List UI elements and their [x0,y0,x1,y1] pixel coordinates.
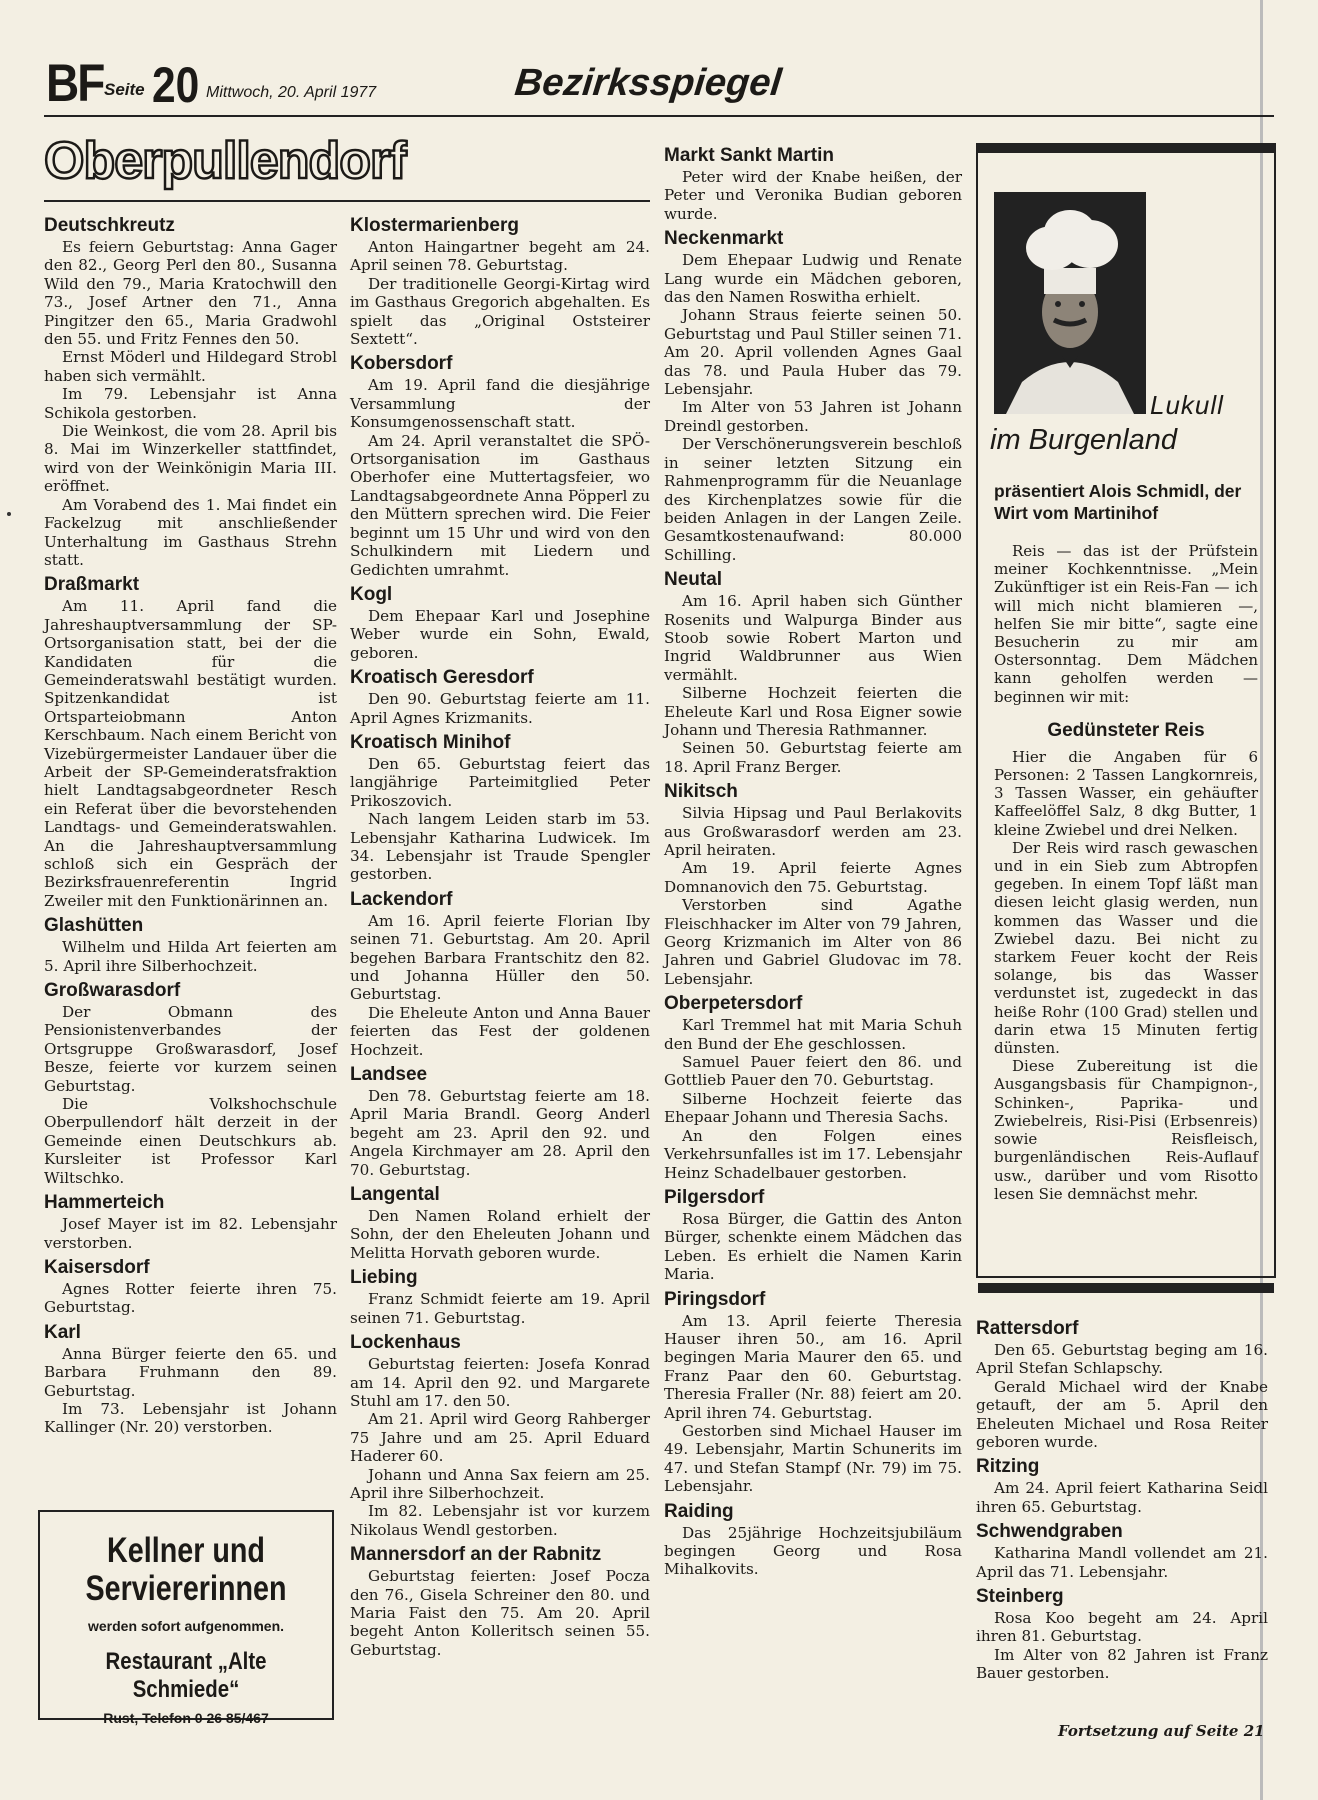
news-paragraph: Gestorben sind Michael Hauser im 49. Lebensjahr, Martin Schunerits im 47. und Stefan Stampf (Nr. 79) im 75. Lebensjahr. [664,1421,962,1496]
news-paragraph: Anton Haingartner begeht am 24. April seinen 78. Geburtstag. [350,238,650,275]
news-paragraph: Es feiern Geburtstag: Anna Gager den 82., Georg Perl den 80., Susanna Wild den 79., Maria Kratochwill den 73., Josef Artner den 71., Anna Pingitzer den 65., Maria Gradwohl den 55. und Fritz Fennes den 50. [44,238,337,349]
news-paragraph: Am 13. April feierte Theresia Hauser ihren 50., am 16. April begingen Maria Maurer den 65. und Franz Paar den 60. Geburtstag. Theresia Fraller (Nr. 88) feiert am 20. April ihren 74. Geburtstag. [664,1311,962,1422]
news-paragraph: Silberne Hochzeit feierten die Eheleute Karl und Rosa Eigner sowie Johann und Theresia Rathmanner. [664,684,962,739]
town-heading: Markt Sankt Martin [664,145,834,166]
news-paragraph: Nach langem Leiden starb im 53. Lebensjahr Katharina Ludwicek. Im 34. Lebensjahr ist Traude Spengler gestorben. [350,810,650,884]
ad-headline-2: Serviererinnen [85,1569,287,1608]
news-paragraph: Verstorben sind Agathe Fleischhacker im Alter von 79 Jahren, Georg Krizmanich im Alter von 86 Jahren und Gabriel Gludovac im 78. Lebensjahr. [664,896,962,988]
margin-dot [7,512,11,516]
news-paragraph: Josef Mayer ist im 82. Lebensjahr verstorben. [44,1215,337,1252]
page-number: 20 [152,57,200,113]
news-paragraph: Im 73. Lebensjahr ist Johann Kallinger (Nr. 20) verstorben. [44,1399,337,1437]
news-paragraph: Dem Ehepaar Ludwig und Renate Lang wurde ein Mädchen geboren, das den Namen Roswitha erhielt. [664,251,962,307]
column-2 [350,210,650,1659]
news-paragraph: Ernst Möderl und Hildegard Strobl haben sich vermählt. [44,348,337,385]
recipe-intro: Reis — das ist der Prüfstein meiner Kochkenntnisse. „Mein Zukünftiger ist ein Reis-Fan — ich will mich nicht blamieren —, helfen Sie mir bitte“, sagte eine Besucherin zu mir am Ostersonntag. Dem Mädchen kann geholfen werden — beginnen wir mit: [994,542,1258,706]
issue-date: Mittwoch, 20. April 1977 [206,84,377,101]
news-paragraph: Am 16. April feierte Florian Iby seinen 71. Geburtstag. Am 20. April begehen Barbara Frantschitz den 82. und Johanna Hüller den 50. Geburtstag. [350,911,650,1004]
town-heading: Schwendgraben [976,1521,1123,1543]
chef-photo [994,192,1146,414]
recipe-title: Gedünsteter Reis [1047,719,1205,741]
town-heading: Hammerteich [44,1192,165,1214]
news-paragraph: Am 16. April haben sich Günther Rosenits und Walpurga Binder aus Stoob sowie Robert Marton und Ingrid Waldbrunner aus Wien vermählt. [664,592,962,684]
region-title: Oberpullendorf [44,132,406,190]
news-paragraph: Der Verschönerungsverein beschloß in seiner letzten Sitzung ein Rahmenprogramm für die Neuanlage des Kirchenplatzes sowie für die beiden Anlagen in der Langen Zeile. Gesamtkostenaufwand: 80.000 Schilling. [664,435,962,564]
news-paragraph: Am 24. April veranstaltet die SPÖ-Ortsorganisation im Gasthaus Oberhofer eine Muttertagsfeier, wo Landtagsabgeordnete Anna Pöpperl zu den Müttern sprechen wird. Die Feier beginnt um 15 Uhr und wird von den Schulkindern mit Liedern und Gedichten umrahmt. [350,431,650,579]
town-heading: Kobersdorf [350,353,453,375]
news-paragraph: Am 24. April feiert Katharina Seidl ihren 65. Geburtstag. [976,1479,1268,1516]
town-heading: Landsee [350,1064,428,1086]
news-paragraph: Am 11. April fand die Jahreshauptversammlung der SP-Ortsorganisation statt, bei der die Kandidaten für die Gemeinderatswahl bestätigt wurden. Spitzenkandidat ist Ortsparteiobmann Anton Kerschbaum. Nach einem Bericht von Vizebürgermeister Landauer über die Arbeit der SP-Gemeinderatsfraktion hielt Landtagsabgeordneter Resch ein Referat über die bevorstehenden Landtags- und Gemeinderatswahlen. An die Jahreshauptversammlung schloß sich ein Gespräch der Bezirksfrauenreferentin Ingrid Zweiler mit den Funktionärinnen an. [44,597,337,910]
section-title: Bezirksspiegel [512,62,784,104]
news-paragraph: Den 65. Geburtstag feiert das langjährige Parteimitglied Peter Prikoszovich. [350,754,650,810]
column-3 [664,140,962,1579]
news-paragraph: Die Volkshochschule Oberpullendorf hält derzeit in der Gemeinde einen Deutschkurs ab. Kursleiter ist Professor Karl Wiltschko. [44,1095,337,1187]
presenter-line: präsentiert Alois Schmidl, der Wirt vom Martinihof [994,481,1242,523]
news-paragraph: Dem Ehepaar Karl und Josephine Weber wurde ein Sohn, Ewald, geboren. [350,606,650,662]
news-paragraph: Johann Straus feierte seinen 50. Geburtstag und Paul Stiller seinen 71. Am 20. April vollenden Agnes Gaal das 78. und Paula Huber das 79. Lebensjahr. [664,306,962,399]
town-heading: Liebing [350,1267,418,1289]
column-4 [976,1313,1268,1683]
ad-phone: Rust, Telefon 0 26 85/467 [103,1710,269,1726]
news-paragraph: Den 90. Geburtstag feierte am 11. April Agnes Krizmanits. [350,690,650,727]
news-paragraph: An den Folgen eines Verkehrsunfalles ist im 17. Lebensjahr Heinz Schadelbauer gestorben. [664,1126,962,1182]
news-paragraph: Silvia Hipsag und Paul Berlakovits aus Großwarasdorf werden am 23. April heiraten. [664,804,962,859]
news-paragraph: Gerald Michael wird der Knabe getauft, der am 5. April den Eheleuten Michael und Rosa Reiter geboren wurde. [976,1377,1268,1452]
town-heading: Piringsdorf [664,1288,766,1310]
region-rule [44,200,650,202]
news-paragraph: Im Alter von 82 Jahren ist Franz Bauer gestorben. [976,1645,1268,1683]
ad-subline: werden sofort aufgenommen. [87,1618,285,1634]
town-heading: Oberpetersdorf [664,993,803,1015]
lukull-title: Lukull [1150,390,1224,420]
page-label: Seite [104,80,145,99]
continued-note: Fortsetzung auf Seite 21 [1058,1722,1265,1740]
town-heading: Klostermarienberg [350,215,519,236]
town-heading: Kroatisch Minihof [350,731,511,753]
news-paragraph: Im Alter von 53 Jahren ist Johann Dreindl gestorben. [664,398,962,435]
news-paragraph: Den 65. Geburtstag beging am 16. April Stefan Schlapschy. [976,1341,1268,1378]
town-heading: Mannersdorf an der Rabnitz [350,1544,602,1566]
news-paragraph: Der Obmann des Pensionistenverbandes der Ortsgruppe Großwarasdorf, Josef Besze, feierte vor kurzem seinen Geburtstag. [44,1003,337,1095]
town-heading: Rattersdorf [976,1318,1079,1339]
news-paragraph: Johann und Anna Sax feiern am 25. April ihre Silberhochzeit. [350,1465,650,1502]
recipe-text [994,542,1258,1203]
news-paragraph: Am 21. April wird Georg Rahberger 75 Jahre und am 25. April Eduard Haderer 60. [350,1410,650,1466]
recipe-paragraph: Diese Zubereitung ist die Ausgangsbasis für Champignon-, Schinken-, Paprika- und Zwiebelreis, Risi-Pisi (Erbsenreis) sowie Reisfleisch, burgenländischen Reis-Auflauf usw., darüber und vom Risotto lesen Sie demnächst mehr. [994,1057,1258,1203]
town-heading: Kogl [350,583,393,605]
news-paragraph: Die Weinkost, die vom 28. April bis 8. Mai im Winzerkeller stattfindet, wird von der Weinkönigin Maria III. eröffnet. [44,422,337,496]
town-heading: Deutschkreutz [44,215,175,236]
news-paragraph: Samuel Pauer feiert den 86. und Gottlieb Pauer den 70. Geburtstag. [664,1053,962,1090]
town-heading: Steinberg [976,1586,1064,1608]
news-paragraph: Agnes Rotter feierte ihren 75. Geburtstag. [44,1279,337,1317]
town-heading: Raiding [664,1500,734,1522]
chef-illustration [994,192,1146,414]
lukull-subtitle: im Burgenland [990,424,1177,456]
news-paragraph: Der traditionelle Georgi-Kirtag wird im Gasthaus Gregorich abgehalten. Es spielt das „Original Oststeirer Sextett“. [350,274,650,349]
newspaper-logo: BF [46,52,104,113]
ad-headline-1: Kellner und [107,1531,265,1570]
news-paragraph: Am 19. April feierte Agnes Domnanovich den 75. Geburtstag. [664,859,962,896]
news-paragraph: Den 78. Geburtstag feierte am 18. April Maria Brandl. Georg Anderl begeht am 23. April den 92. und Angela Kirchmayer am 28. April den 70. Geburtstag. [350,1087,650,1179]
news-paragraph: Katharina Mandl vollendet am 21. April das 71. Lebensjahr. [976,1544,1268,1581]
recipe-paragraph: Der Reis wird rasch gewaschen und in ein Sieb zum Abtropfen gegeben. In einem Topf läßt man diesen leicht glasig werden, nun kommen das Wasser und die Zwiebel dazu. Bei nicht zu starkem Feuer kocht der Reis solange, bis das Wasser verdunstet ist, zugedeckt in das heiße Rohr (100 Grad) stellen und darin etwa 15 Minuten fertig dünsten. [994,838,1258,1058]
town-heading: Nikitsch [664,781,738,803]
column-1 [44,210,337,1437]
news-paragraph: Silberne Hochzeit feierte das Ehepaar Johann und Theresia Sachs. [664,1089,962,1127]
news-paragraph: Karl Tremmel hat mit Maria Schuh den Bund der Ehe geschlossen. [664,1016,962,1053]
news-paragraph: Peter wird der Knabe heißen, der Peter und Veronika Budian geboren wurde. [664,168,962,223]
news-paragraph: Die Eheleute Anton und Anna Bauer feierten das Fest der goldenen Hochzeit. [350,1003,650,1059]
news-paragraph: Wilhelm und Hilda Art feierten am 5. April ihre Silberhochzeit. [44,938,337,975]
town-heading: Großwarasdorf [44,980,181,1002]
town-heading: Draßmarkt [44,574,140,596]
ad-restaurant: Restaurant „Alte Schmiede“ [105,1648,267,1703]
header-rule [44,115,1274,117]
news-paragraph: Franz Schmidt feierte am 19. April seinen 71. Geburtstag. [350,1290,650,1327]
news-paragraph: Das 25jährige Hochzeitsjubiläum begingen Georg und Rosa Mihalkovits. [664,1523,962,1579]
town-heading: Kaisersdorf [44,1256,150,1278]
news-paragraph: Im 79. Lebensjahr ist Anna Schikola gestorben. [44,385,337,422]
news-paragraph: Rosa Koo begeht am 24. April ihren 81. Geburtstag. [976,1609,1268,1646]
town-heading: Lockenhaus [350,1332,461,1354]
recipe-paragraph: Hier die Angaben für 6 Personen: 2 Tassen Langkornreis, 3 Tassen Wasser, ein gehäufter Kaffeelöffel Salz, 8 dkg Butter, 1 kleine Zwiebel und drei Nelken. [994,747,1258,839]
job-advertisement [38,1510,334,1726]
news-paragraph: Am 19. April fand die diesjährige Versammlung der Konsumgenossenschaft statt. [350,376,650,432]
news-paragraph: Geburtstag feierten: Josefa Konrad am 14. April den 92. und Margarete Stuhl am 17. den 50. [350,1355,650,1410]
town-heading: Glashütten [44,915,144,937]
news-paragraph: Rosa Bürger, die Gattin des Anton Bürger, schenkte einem Mädchen das Leben. Es erhielt die Namen Karin Maria. [664,1209,962,1284]
town-heading: Langental [350,1184,440,1206]
town-heading: Neutal [664,569,723,591]
town-heading: Pilgersdorf [664,1186,765,1208]
town-heading: Neckenmarkt [664,228,784,250]
town-heading: Karl [44,1321,81,1343]
box-bottom-bar [978,1283,1274,1293]
news-paragraph: Den Namen Roland erhielt der Sohn, der den Eheleuten Johann und Melitta Horvath geboren wurde. [350,1207,650,1262]
news-paragraph: Seinen 50. Geburtstag feierte am 18. April Franz Berger. [664,739,962,776]
news-paragraph: Im 82. Lebensjahr ist vor kurzem Nikolaus Wendl gestorben. [350,1502,650,1539]
town-heading: Lackendorf [350,888,453,910]
town-heading: Kroatisch Geresdorf [350,667,534,689]
news-paragraph: Anna Bürger feierte den 65. und Barbara Fruhmann den 89. Geburtstag. [44,1344,337,1400]
news-paragraph: Geburtstag feierten: Josef Pocza den 76., Gisela Schreiner den 80. und Maria Faist den 75. Am 20. April begeht Anton Kolleritsch seinen 55. Geburtstag. [350,1567,650,1659]
news-paragraph: Am Vorabend des 1. Mai findet ein Fackelzug mit anschließender Unterhaltung im Gasthaus Strehn statt. [44,495,337,569]
town-heading: Ritzing [976,1456,1040,1478]
